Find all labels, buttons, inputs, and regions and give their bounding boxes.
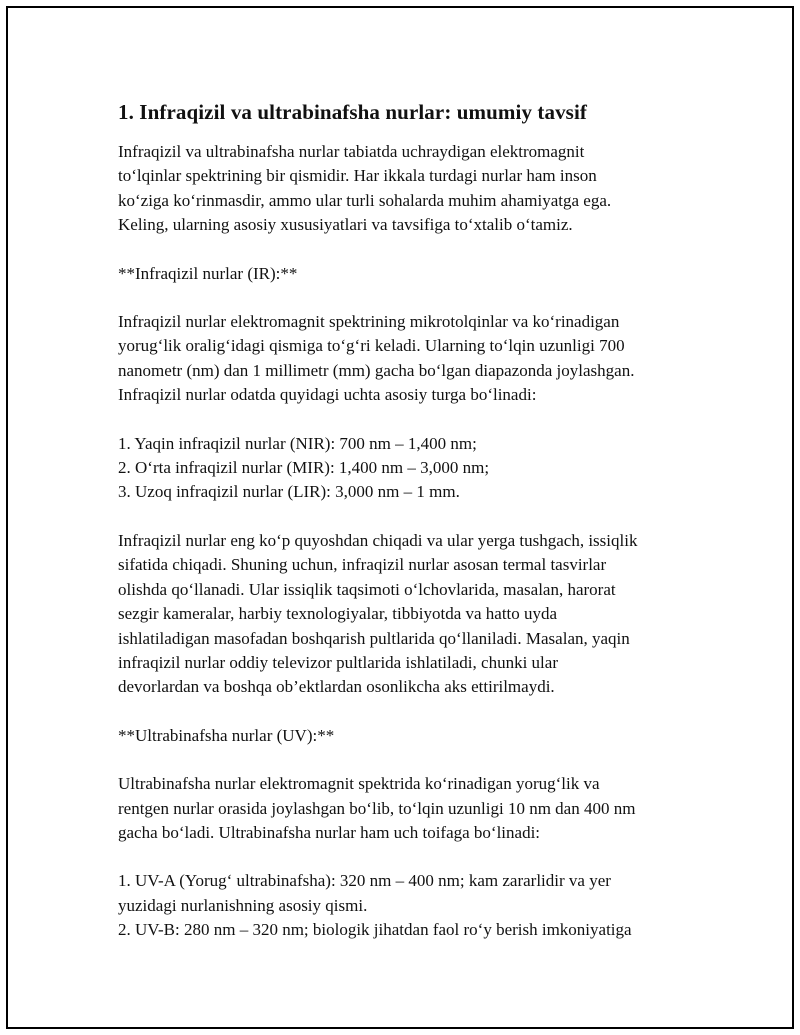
paragraph [118,529,698,700]
text-line: 3. Uzoq infraqizil nurlar (LIR): 3,000 nm – 1 mm. [118,482,460,502]
document-title: 1. Infraqizil va ultrabinafsha nurlar: umumiy tavsif [118,100,587,124]
paragraph [118,772,698,845]
text-line: infraqizil nurlar oddiy televizor pultlarida ishlatiladi, chunki ular [118,652,558,672]
text-line: gacha bo‘ladi. Ultrabinafsha nurlar ham uch toifaga bo‘linadi: [118,822,541,842]
text-line: nanometr (nm) dan 1 millimetr (mm) gacha bo‘lgan diapazonda joylashgan. [118,360,635,380]
text-line: yuzidagi nurlanishning asosiy qismi. [118,895,368,915]
text-line: to‘lqinlar spektrining bir qismidir. Har ikkala turdagi nurlar ham inson [118,166,597,186]
text-line: devorlardan va boshqa ob’ektlardan osonlikcha aks ettirilmaydi. [118,677,555,697]
paragraph [118,724,698,748]
page-frame [6,6,794,1029]
text-line: ishlatiladigan masofadan boshqarish pultlarida qo‘llaniladi. Masalan, yaqin [118,628,630,648]
text-line: ko‘ziga ko‘rinmasdir, ammo ular turli sohalarda muhim ahamiyatga ega. [118,190,612,210]
text-line: Infraqizil nurlar odatda quyidagi uchta asosiy turga bo‘linadi: [118,385,537,405]
text-line: 1. UV-A (Yorug‘ ultrabinafsha): 320 nm – 400 nm; kam zararlidir va yer [118,871,611,891]
text-line: 1. Yaqin infraqizil nurlar (NIR): 700 nm – 1,400 nm; [118,433,477,453]
text-line: Infraqizil nurlar eng ko‘p quyoshdan chiqadi va ular yerga tushgach, issiqlik [118,530,638,550]
text-line: 2. O‘rta infraqizil nurlar (MIR): 1,400 nm – 3,000 nm; [118,458,490,478]
paragraph [118,262,698,286]
text-line: Ultrabinafsha nurlar elektromagnit spektrida ko‘rinadigan yorug‘lik va [118,774,600,794]
paragraph-list [118,140,698,943]
paragraph [118,869,698,942]
paragraph [118,310,698,408]
text-line: sifatida chiqadi. Shuning uchun, infraqizil nurlar asosan termal tasvirlar [118,555,607,575]
text-line: sezgir kameralar, harbiy texnologiyalar, tibbiyotda va hatto uyda [118,604,558,624]
paragraph [118,140,698,238]
text-line: olishda qo‘llanadi. Ular issiqlik taqsimoti o‘lchovlarida, masalan, harorat [118,579,616,599]
text-line: **Ultrabinafsha nurlar (UV):** [118,725,335,745]
paragraph [118,432,698,505]
text-line: 2. UV-B: 280 nm – 320 nm; biologik jihatdan faol ro‘y berish imkoniyatiga [118,920,632,940]
text-line: Infraqizil nurlar elektromagnit spektrining mikrotolqinlar va ko‘rinadigan [118,312,620,332]
text-line: Keling, ularning asosiy xususiyatlari va tavsifiga to‘xtalib o‘tamiz. [118,215,573,235]
text-line: yorug‘lik oralig‘idagi qismiga to‘g‘ri keladi. Ularning to‘lqin uzunligi 700 [118,336,625,356]
text-line: **Infraqizil nurlar (IR):** [118,263,298,283]
text-line: rentgen nurlar orasida joylashgan bo‘lib, to‘lqin uzunligi 10 nm dan 400 nm [118,798,636,818]
text-line: Infraqizil va ultrabinafsha nurlar tabiatda uchraydigan elektromagnit [118,142,585,161]
document-body [118,98,698,967]
